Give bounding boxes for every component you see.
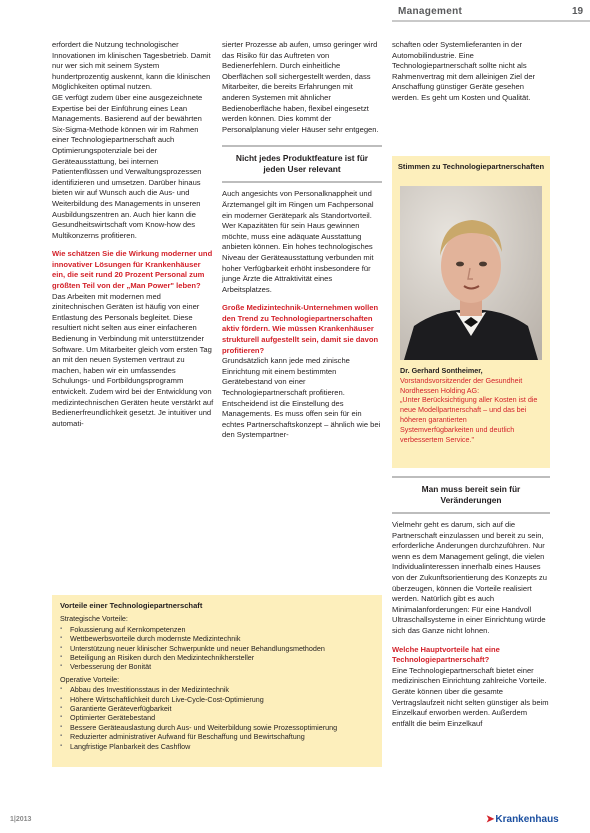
interview-question: Welche Hauptvorteile hat eine Technologiepartnerschaft? (392, 644, 500, 665)
list-item: ▪ Reduzierter administrativer Aufwand für Beschaffung und Bewirtschaftung (60, 732, 374, 741)
column-2 (222, 40, 382, 441)
interview-question: Große Medizintechnik-Unternehmen wollen den Trend zu Technologiepartnerschaften aktiv fördern. Wie müssen Krankenhäuser strukturell aufgestellt sein, damit sie davon profitieren? (222, 303, 379, 355)
portrait-photo (400, 186, 542, 360)
paragraph: Auch angesichts von Personalknappheit und Ärztemangel gilt im Ringen um Fachpersonal ein moderner Gerätepark als Standortvorteil. Wer Kapazitäten für sein Haus gewinnen möchte, muss eine adäquate Ausstattung anbieten können. Ein hohes technologisches Niveau der Geräteausstattung verbunden mit hoher Verfügbarkeit erhöht insbesondere für junge Ärzte die Attraktivität eines Arbeitsplatzes. (222, 189, 374, 294)
strategic-list (60, 625, 374, 672)
subheading: Nicht jedes Produktfeature ist für jeden User relevant (222, 145, 382, 183)
page-header (0, 6, 590, 22)
list-item: ▪ Wettbewerbsvorteile durch modernste Medizintechnik (60, 634, 374, 643)
list-item: ▪ Unterstützung neuer klinischer Schwerpunkte und neuer Behandlungsmethoden (60, 644, 374, 653)
advantages-title: Vorteile einer Technologiepartnerschaft (60, 601, 203, 610)
testimonial-quote: „Unter Berücksichtigung aller Kosten ist die neue Modellpartnerschaft – und das bei höheren garantierten Systemverfügbarkeiten und deutlich verbessertem Service." (400, 395, 538, 444)
testimonial-name: Dr. Gerhard Sontheimer, (400, 366, 483, 375)
list-item: ▪ Verbesserung der Bonität (60, 662, 374, 671)
paragraph: erfordert die Nutzung technologischer Innovationen im klinischen Tagesbetrieb. Damit nur wer sich mit seinem System hundertprozentig auskennt, kann die klinischen Möglichkeiten optimal nutzen. (52, 40, 211, 92)
testimonial-box (392, 156, 550, 468)
column-3-lower (392, 476, 550, 729)
list-item: ▪ Höhere Wirtschaftlichkeit durch Live-Cycle-Cost-Optimierung (60, 695, 374, 704)
paragraph: Vielmehr geht es darum, sich auf die Partnerschaft einzulassen und bereit zu sein, erforderliche Änderungen durchzuführen. Nur wenn es dem Management gelingt, die vielen Individualinteressen innerhalb eines Hauses von der Zukunftsorientierung des Konzepts zu überzeugen, können die Vorteile realisiert werden. Natürlich gibt es auch Minimalanforderungen: Für eine Handvoll Ultraschallsysteme in einer Einrichtung würde sich das Ganze nicht lohnen. (392, 520, 547, 635)
paragraph: Grundsätzlich kann jede med zinische Einrichtung mit einem bestimmten Gerätebestand von einer Technologiepartnerschaft profitieren. Entscheidend ist die Einstellung des Managements. Es muss offen sein für ein echtes Partnerschaftskonzept – ähnlich wie bei den Systempartner- (222, 356, 381, 440)
section-title: Management (398, 6, 463, 17)
issue-number: 1|2013 (10, 816, 32, 823)
strategic-label: Strategische Vorteile: (60, 614, 128, 624)
list-item: ▪ Garantierte Geräteverfügbarkeit (60, 704, 374, 713)
page-number: 19 (572, 6, 584, 17)
paragraph: Das Arbeiten mit modernen med zinitechnischen Geräten ist häufig von einer Entlastung des Personals begleitet. Diese resultiert nicht selten aus einer einfacheren Bedienung in Verbindung mit unterstützender Software. Um Mitarbeiter gleich vom ersten Tag an mit den neuen Systemen vertraut zu machen, haben wir ein umfassendes Schulungs- und Fortbildungsprogramm entwickelt. Zudem wird bei der Entwicklung von medizintechnischen Geräten heute verstärkt auf Bedienerfreundlichkeit gesetzt. Je intuitiver und automati- (52, 291, 214, 428)
list-item: ▪ Fokussierung auf Kernkompetenzen (60, 625, 374, 634)
advantages-box (52, 595, 382, 767)
testimonial-role: Vorstandsvorsitzender der Gesundheit Nordhessen Holding AG: (400, 375, 523, 395)
paragraph: schaften oder Systemlieferanten in der Automobilindustrie. Eine Technologiepartnerschaft sollte nicht als Rahmenvertrag mit dem alleinigen Ziel der Anschaffung günstiger Geräte gesehen werden. Es geht um Kosten und Qualität. (392, 40, 536, 102)
list-item: ▪ Abbau des Investitionsstaus in der Medizintechnik (60, 685, 374, 694)
list-item: ▪ Langfristige Planbarkeit des Cashflow (60, 742, 374, 751)
paragraph: Eine Technologiepartnerschaft bietet einer medizinischen Einrichtung zahlreiche Vorteile. Geräte können über die gesamte Vertragslaufzeit nicht selten günstiger als beim Einzelkauf erworben werden. Außerdem entfällt die beim Einzelkauf (392, 665, 549, 728)
testimonial-title: Stimmen zu Technologiepartnerschaften (397, 162, 545, 171)
column-1 (52, 40, 214, 429)
logo-mark-icon: ➤ (486, 814, 495, 825)
subheading: Man muss bereit sein für Veränderungen (392, 476, 550, 514)
column-3 (392, 40, 550, 104)
header-rule (392, 20, 590, 22)
list-item: ▪ Bessere Geräteauslastung durch Aus- und Weiterbildung sowie Prozessoptimierung (60, 723, 374, 732)
paragraph: GE verfügt zudem über eine ausgezeichnete Expertise bei der Einführung eines Lean Managements. Basierend auf der bewährten Six-Sigma-Methode können wir im Rahmen einer Technologiepartnerschaft auch Optimierungspotenziale bei der Geräteausstattung, bei internen Patientenflüssen und Verwaltungsprozessen identifizieren und umsetzen. Darüber hinaus bieten wir auf Wunsch auch die Aus- und Weiterbildung des Managements in unseren Ausbildungszentren an. Auch hier kann die Gesundheitswirtschaft vom Know-how des Multikonzerns profitieren. (52, 92, 203, 240)
paragraph: sierter Prozesse ab aufen, umso geringer wird das Risiko für das Auftreten von Bedienerfehlern. Durch einheitliche Oberflächen soll sichergestellt werden, dass Mitarbeiter, die bereits Erfahrungen mit anderen Systemen mit ähnlicher Bedienoberfläche haben, flexibel eingesetzt werden können. Dies kommt der Personalplanung vieler Häuser sehr entgegen. (222, 40, 379, 134)
magazine-logo (486, 814, 559, 825)
operative-label: Operative Vorteile: (60, 674, 120, 684)
list-item: ▪ Beteiligung an Risiken durch den Medizintechnikhersteller (60, 653, 374, 662)
testimonial-text (400, 366, 542, 444)
operative-list (60, 685, 374, 751)
interview-question: Wie schätzen Sie die Wirkung moderner und innovativer Lösungen für Krankenhäuser ein, die seit rund 20 Prozent Personal zum größten Teil von der „Man Power" leben? (52, 249, 213, 291)
list-item: ▪ Optimierter Gerätebestand (60, 713, 374, 722)
logo-text: Krankenhaus (495, 814, 559, 825)
